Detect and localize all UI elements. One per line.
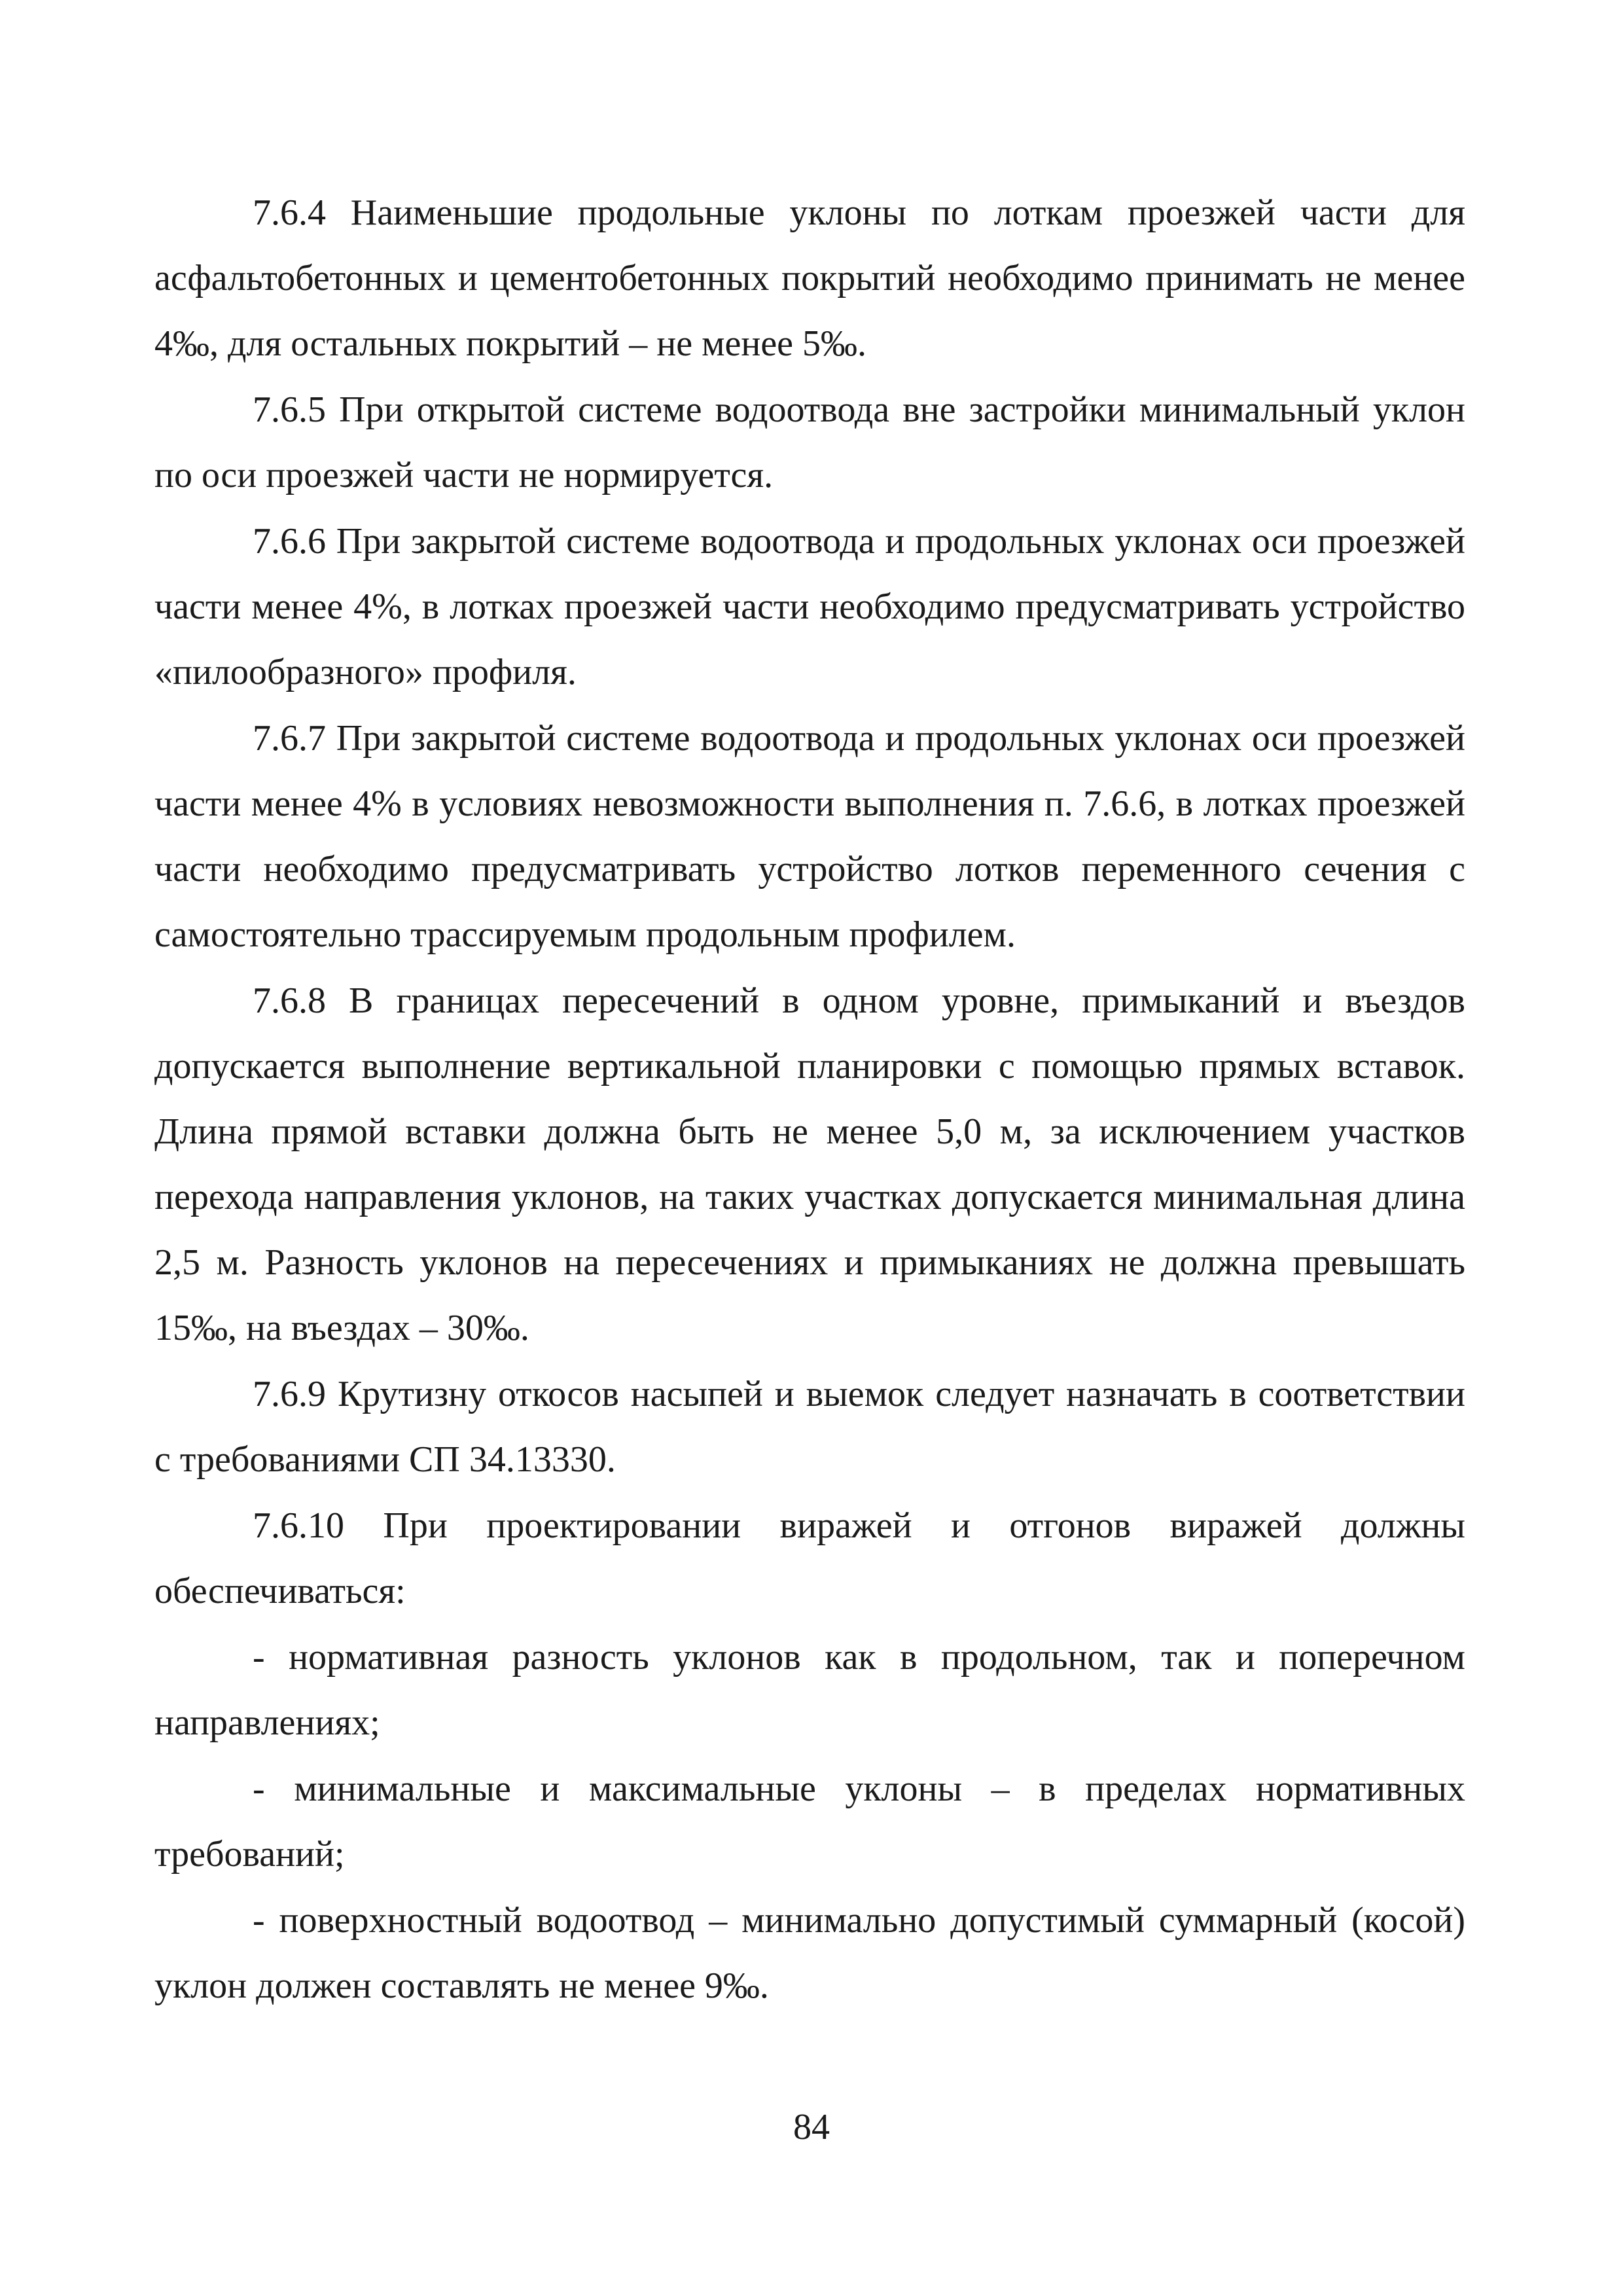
paragraph-7-6-10: 7.6.10 При проектировании виражей и отгонов виражей должны обеспечиваться: bbox=[154, 1505, 1465, 1611]
page-body bbox=[154, 180, 1465, 2019]
paragraph-7-6-7: 7.6.7 При закрытой системе водоотвода и продольных уклонах оси проезжей части менее 4% в условиях невозможности выполнения п. 7.6.6, в лотках проезжей части необходимо предусматривать устройство лотков переменного сечения с самостоятельно трассируемым продольным профилем. bbox=[154, 718, 1465, 955]
list-item: - минимальные и максимальные уклоны – в пределах нормативных требований; bbox=[154, 1768, 1465, 1874]
paragraph-7-6-9: 7.6.9 Крутизну откосов насыпей и выемок следует назначать в соответствии с требованиями СП 34.13330. bbox=[154, 1374, 1465, 1480]
list-item: - поверхностный водоотвод – минимально допустимый суммарный (косой) уклон должен составлять не менее 9‰. bbox=[154, 1900, 1465, 2006]
list-item: - нормативная разность уклонов как в продольном, так и поперечном направлениях; bbox=[154, 1637, 1465, 1743]
paragraph-7-6-8: 7.6.8 В границах пересечений в одном уровне, примыканий и въездов допускается выполнение вертикальной планировки с помощью прямых вставок. Длина прямой вставки должна быть не менее 5,0 м, за исключением участков перехода направления уклонов, на таких участках допускается минимальная длина 2,5 м. Разность уклонов на пересечениях и примыканиях не должна превышать 15‰, на въездах – 30‰. bbox=[154, 980, 1465, 1348]
paragraph-7-6-6: 7.6.6 При закрытой системе водоотвода и продольных уклонах оси проезжей части менее 4%, в лотках проезжей части необходимо предусматривать устройство «пилообразного» профиля. bbox=[154, 521, 1465, 692]
page-number: 84 bbox=[793, 2107, 830, 2147]
paragraph-7-6-5: 7.6.5 При открытой системе водоотвода вне застройки минимальный уклон по оси проезжей части не нормируется. bbox=[154, 389, 1465, 495]
paragraph-7-6-4: 7.6.4 Наименьшие продольные уклоны по лоткам проезжей части для асфальтобетонных и цементобетонных покрытий необходимо принимать не менее 4‰, для остальных покрытий – не менее 5‰. bbox=[154, 192, 1465, 364]
